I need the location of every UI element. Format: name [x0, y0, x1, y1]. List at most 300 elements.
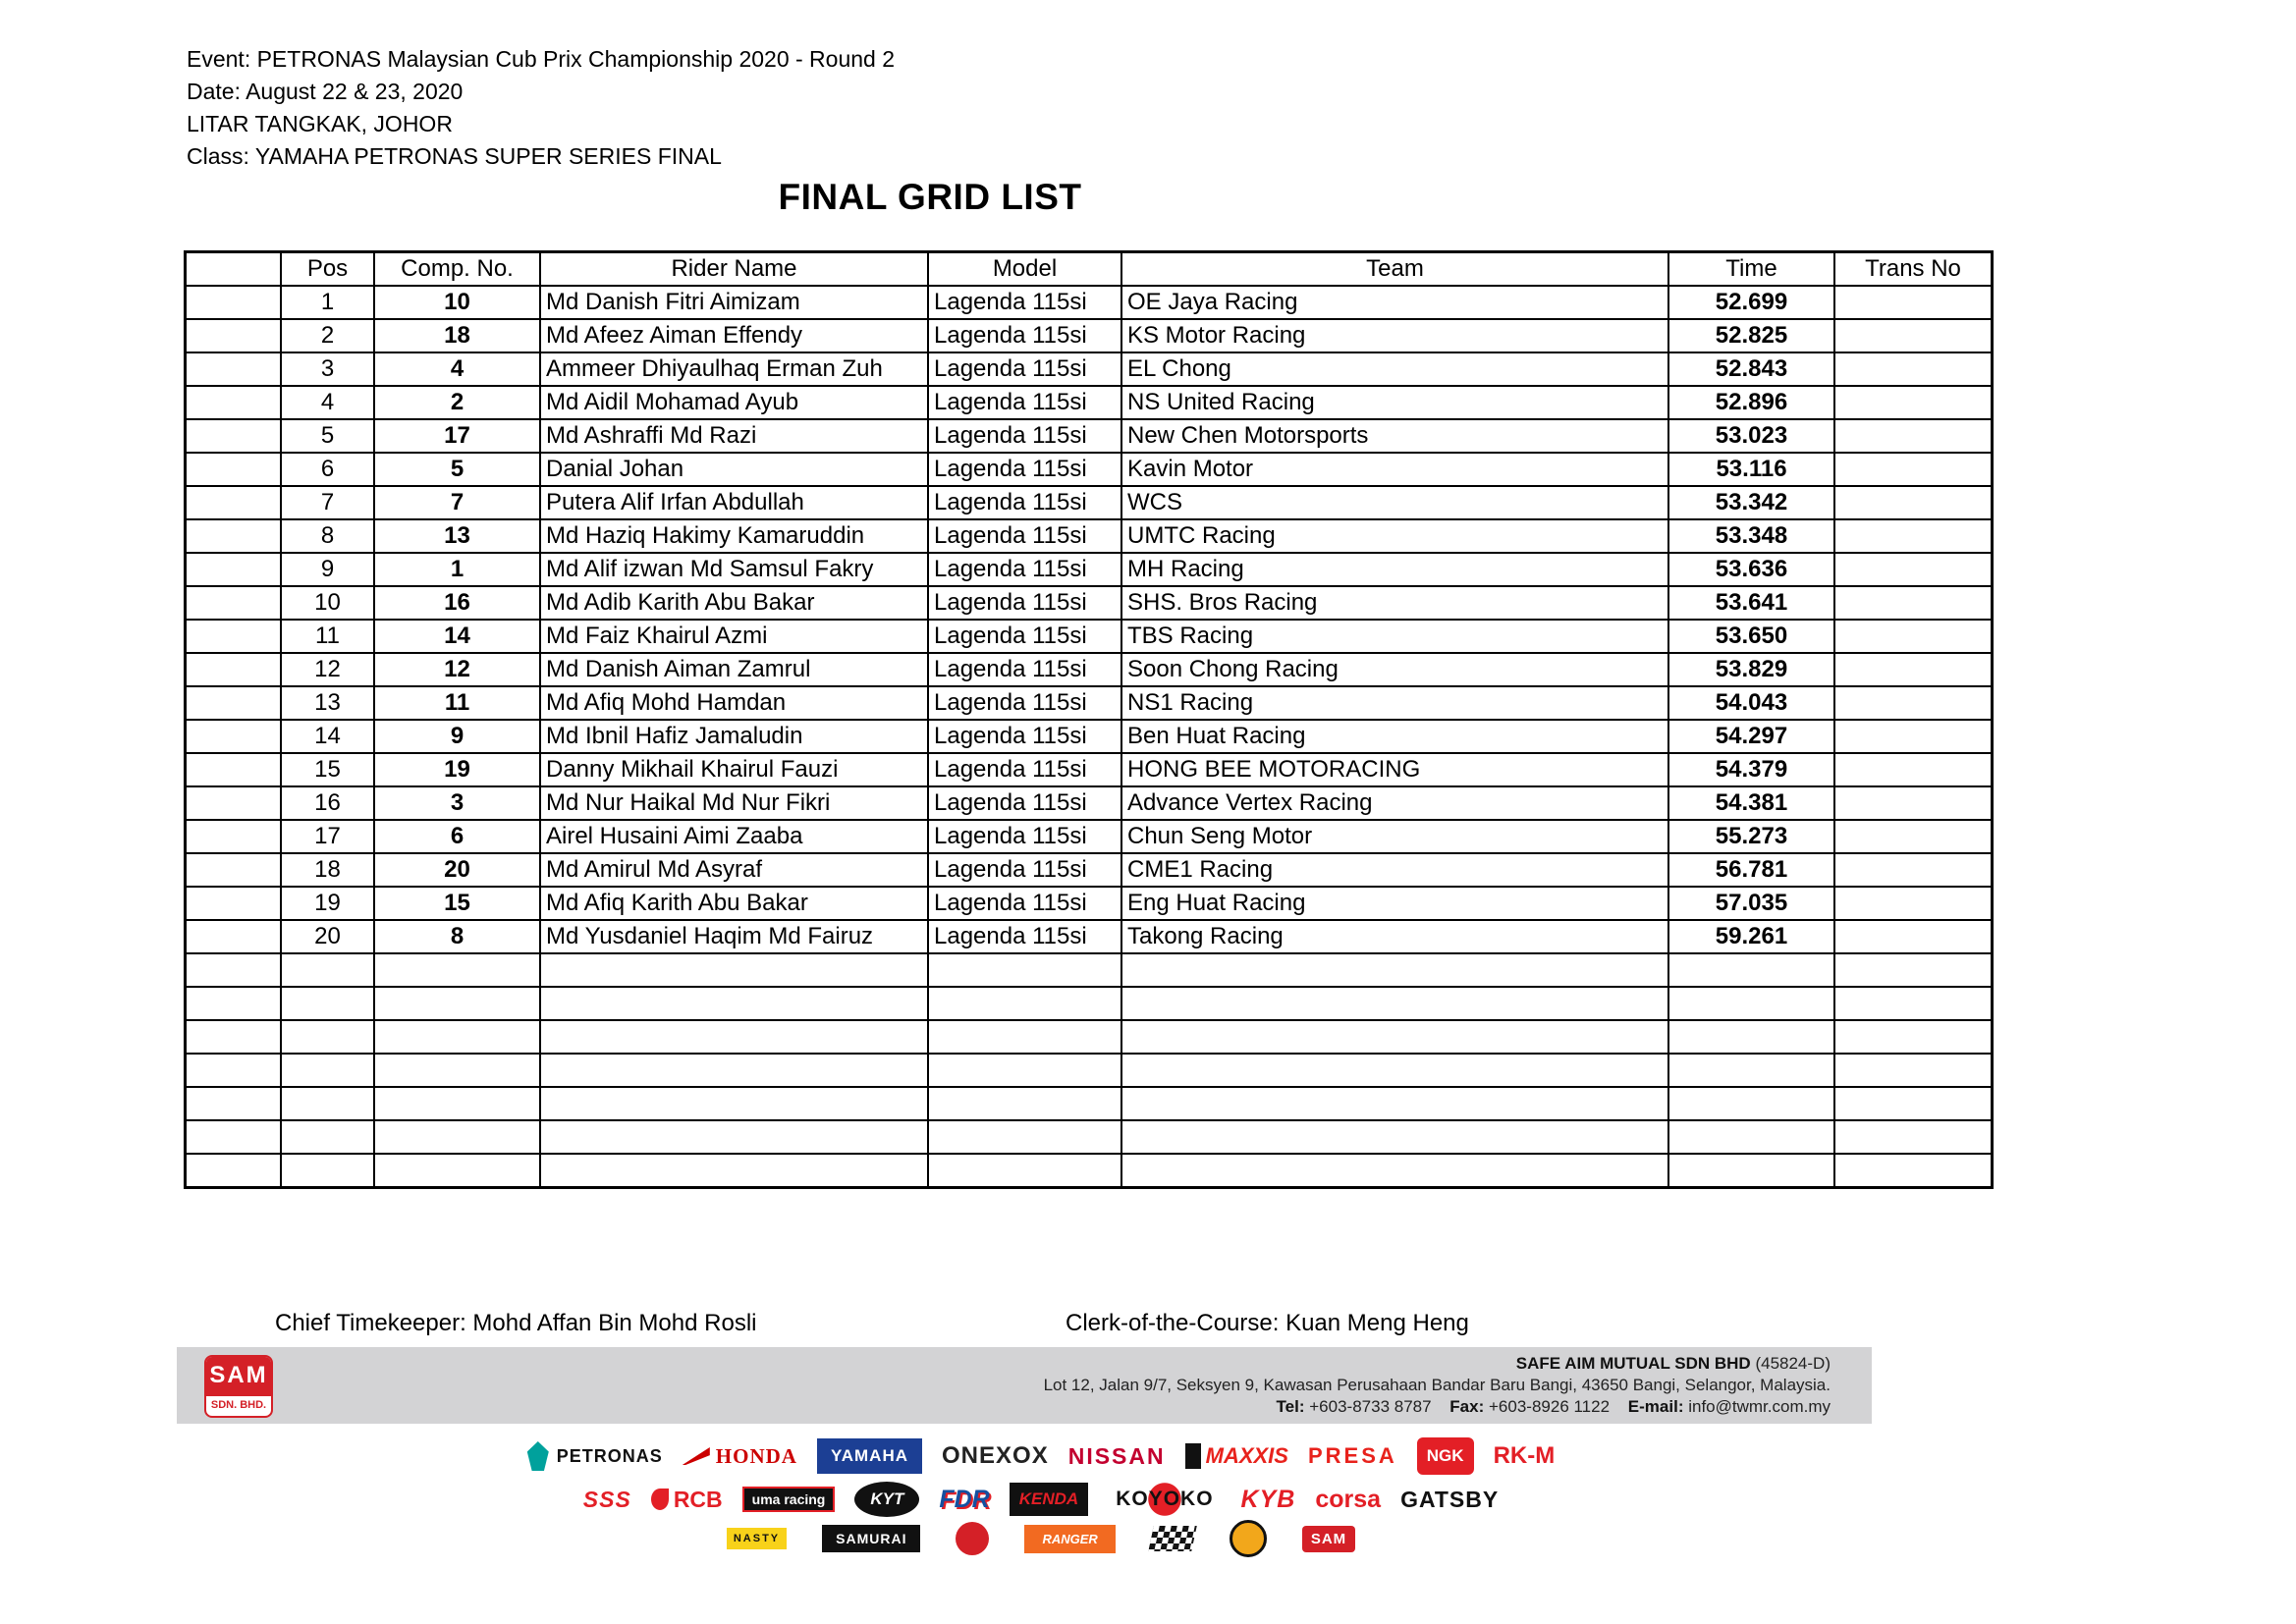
cell-team — [1121, 1154, 1668, 1188]
cell-comp_no — [374, 1154, 540, 1188]
cell-trans_no — [1834, 953, 1993, 987]
cell-trans_no — [1834, 720, 1993, 753]
cell-team — [1121, 1020, 1668, 1054]
cell-rider — [540, 1020, 928, 1054]
cell-model: Lagenda 115si — [928, 753, 1121, 786]
cell-model: Lagenda 115si — [928, 686, 1121, 720]
column-header: Model — [928, 252, 1121, 287]
cell-time — [1668, 987, 1834, 1020]
cell-model: Lagenda 115si — [928, 586, 1121, 620]
cell-model: Lagenda 115si — [928, 887, 1121, 920]
table-row — [186, 920, 1993, 953]
cell-comp_no: 10 — [374, 286, 540, 319]
cell-team: NS United Racing — [1121, 386, 1668, 419]
cell-comp_no: 4 — [374, 352, 540, 386]
cell-rider: Putera Alif Irfan Abdullah — [540, 486, 928, 519]
cell-blank — [186, 920, 282, 953]
table-row — [186, 319, 1993, 352]
table-row — [186, 887, 1993, 920]
cell-rider: Md Aidil Mohamad Ayub — [540, 386, 928, 419]
table-row — [186, 786, 1993, 820]
nissan-logo: NISSAN — [1067, 1442, 1166, 1469]
company-name: SAFE AIM MUTUAL SDN BHD — [1515, 1354, 1751, 1373]
cell-model: Lagenda 115si — [928, 319, 1121, 352]
cell-pos: 18 — [281, 853, 374, 887]
cell-team: Ben Huat Racing — [1121, 720, 1668, 753]
cell-blank — [186, 786, 282, 820]
honda-logo: HONDA — [683, 1444, 797, 1469]
cell-rider: Md Alif izwan Md Samsul Fakry — [540, 553, 928, 586]
cell-model — [928, 1020, 1121, 1054]
cell-trans_no — [1834, 620, 1993, 653]
cell-blank — [186, 653, 282, 686]
cell-trans_no — [1834, 453, 1993, 486]
table-row — [186, 853, 1993, 887]
cell-comp_no: 3 — [374, 786, 540, 820]
cell-trans_no — [1834, 1087, 1993, 1120]
cell-rider: Md Danish Aiman Zamrul — [540, 653, 928, 686]
column-header: Pos — [281, 252, 374, 287]
table-row — [186, 486, 1993, 519]
cell-comp_no: 20 — [374, 853, 540, 887]
cell-blank — [186, 686, 282, 720]
class-line: Class: YAMAHA PETRONAS SUPER SERIES FINAL — [187, 143, 722, 169]
cell-blank — [186, 720, 282, 753]
sss-logo: SSS — [582, 1486, 631, 1512]
fax-value: +603-8926 1122 — [1489, 1397, 1611, 1416]
email-label: E-mail: — [1627, 1397, 1684, 1416]
cell-trans_no — [1834, 586, 1993, 620]
cell-team — [1121, 1054, 1668, 1087]
cell-model: Lagenda 115si — [928, 786, 1121, 820]
cell-time: 53.650 — [1668, 620, 1834, 653]
cell-rider — [540, 1087, 928, 1120]
cell-team — [1121, 987, 1668, 1020]
petronas-logo: PETRONAS — [527, 1441, 663, 1471]
table-row — [186, 553, 1993, 586]
cell-trans_no — [1834, 486, 1993, 519]
cell-time: 53.641 — [1668, 586, 1834, 620]
table-row — [186, 720, 1993, 753]
round-badge-logo — [1230, 1520, 1267, 1557]
cell-blank — [186, 286, 282, 319]
cell-blank — [186, 1087, 282, 1120]
cell-comp_no: 11 — [374, 686, 540, 720]
cell-comp_no: 17 — [374, 419, 540, 453]
cell-pos: 14 — [281, 720, 374, 753]
cell-rider: Md Amirul Md Asyraf — [540, 853, 928, 887]
cell-time: 52.825 — [1668, 319, 1834, 352]
table-row — [186, 419, 1993, 453]
cell-rider — [540, 987, 928, 1020]
rkm-logo: RK-M — [1493, 1442, 1556, 1469]
cell-time: 53.342 — [1668, 486, 1834, 519]
cell-time: 54.379 — [1668, 753, 1834, 786]
cell-blank — [186, 853, 282, 887]
cell-comp_no: 12 — [374, 653, 540, 686]
cell-blank — [186, 820, 282, 853]
email-value: info@twmr.com.my — [1688, 1397, 1831, 1416]
sam-logo — [204, 1355, 273, 1418]
cell-blank — [186, 486, 282, 519]
cell-rider — [540, 953, 928, 987]
cell-comp_no: 2 — [374, 386, 540, 419]
cell-model: Lagenda 115si — [928, 419, 1121, 453]
cell-rider: Md Faiz Khairul Azmi — [540, 620, 928, 653]
cell-rider — [540, 1054, 928, 1087]
cell-rider: Md Nur Haikal Md Nur Fikri — [540, 786, 928, 820]
sam-small-logo: SAM — [1302, 1526, 1355, 1552]
table-row — [186, 352, 1993, 386]
cell-blank — [186, 519, 282, 553]
date-line: Date: August 22 & 23, 2020 — [187, 79, 464, 104]
table-row — [186, 620, 1993, 653]
kyb-logo: KYB — [1240, 1485, 1296, 1513]
table-row — [186, 453, 1993, 486]
cell-rider: Md Afiq Mohd Hamdan — [540, 686, 928, 720]
venue-line: LITAR TANGKAK, JOHOR — [187, 111, 453, 136]
cell-blank — [186, 1120, 282, 1154]
company-reg: (45824-D) — [1755, 1354, 1831, 1373]
cell-rider — [540, 1120, 928, 1154]
cell-trans_no — [1834, 853, 1993, 887]
chief-timekeeper: Chief Timekeeper: Mohd Affan Bin Mohd Rosli — [275, 1310, 757, 1336]
cell-time: 52.896 — [1668, 386, 1834, 419]
cell-time: 56.781 — [1668, 853, 1834, 887]
empty-row — [186, 1120, 1993, 1154]
cell-team: WCS — [1121, 486, 1668, 519]
cell-comp_no: 9 — [374, 720, 540, 753]
cell-rider: Ammeer Dhiyaulhaq Erman Zuh — [540, 352, 928, 386]
cell-team: TBS Racing — [1121, 620, 1668, 653]
cell-time: 53.829 — [1668, 653, 1834, 686]
cell-team — [1121, 953, 1668, 987]
cell-model: Lagenda 115si — [928, 386, 1121, 419]
cell-time — [1668, 953, 1834, 987]
table-row — [186, 653, 1993, 686]
cell-team: Chun Seng Motor — [1121, 820, 1668, 853]
cell-team: Eng Huat Racing — [1121, 887, 1668, 920]
column-header: Time — [1668, 252, 1834, 287]
cell-team: Soon Chong Racing — [1121, 653, 1668, 686]
cell-trans_no — [1834, 1020, 1993, 1054]
cell-pos — [281, 1020, 374, 1054]
cell-pos: 1 — [281, 286, 374, 319]
cell-model — [928, 953, 1121, 987]
cell-pos: 8 — [281, 519, 374, 553]
cell-trans_no — [1834, 352, 1993, 386]
cell-team: EL Chong — [1121, 352, 1668, 386]
cell-pos: 7 — [281, 486, 374, 519]
cell-team: OE Jaya Racing — [1121, 286, 1668, 319]
cell-trans_no — [1834, 686, 1993, 720]
cell-comp_no: 19 — [374, 753, 540, 786]
cell-pos: 5 — [281, 419, 374, 453]
cell-team — [1121, 1120, 1668, 1154]
cell-pos — [281, 1154, 374, 1188]
sam-logo-subtext: SDN. BHD. — [210, 1399, 267, 1411]
cell-model — [928, 1154, 1121, 1188]
cell-comp_no — [374, 953, 540, 987]
cell-rider: Md Danish Fitri Aimizam — [540, 286, 928, 319]
cell-blank — [186, 1020, 282, 1054]
cell-trans_no — [1834, 920, 1993, 953]
cell-pos: 10 — [281, 586, 374, 620]
column-header: Trans No — [1834, 252, 1993, 287]
ngk-logo: NGK — [1417, 1437, 1474, 1475]
cell-team: Kavin Motor — [1121, 453, 1668, 486]
cell-comp_no: 13 — [374, 519, 540, 553]
cell-rider — [540, 1154, 928, 1188]
ranger-logo: RANGER — [1024, 1525, 1115, 1553]
cell-blank — [186, 319, 282, 352]
cell-team: SHS. Bros Racing — [1121, 586, 1668, 620]
cell-team: KS Motor Racing — [1121, 319, 1668, 352]
empty-row — [186, 987, 1993, 1020]
cell-time — [1668, 1154, 1834, 1188]
cell-team: HONG BEE MOTORACING — [1121, 753, 1668, 786]
empty-row — [186, 1020, 1993, 1054]
cell-team: NS1 Racing — [1121, 686, 1668, 720]
cell-model — [928, 1087, 1121, 1120]
cell-model: Lagenda 115si — [928, 853, 1121, 887]
cell-pos: 2 — [281, 319, 374, 352]
cell-blank — [186, 753, 282, 786]
cell-trans_no — [1834, 553, 1993, 586]
cell-blank — [186, 1154, 282, 1188]
cell-blank — [186, 553, 282, 586]
cell-time: 57.035 — [1668, 887, 1834, 920]
cell-time: 59.261 — [1668, 920, 1834, 953]
sponsor-logos-row-3 — [550, 1522, 1532, 1555]
empty-row — [186, 1087, 1993, 1120]
cell-comp_no: 8 — [374, 920, 540, 953]
table-row — [186, 519, 1993, 553]
cell-time: 53.636 — [1668, 553, 1834, 586]
cell-rider: Airel Husaini Aimi Zaaba — [540, 820, 928, 853]
cell-blank — [186, 453, 282, 486]
cell-comp_no: 7 — [374, 486, 540, 519]
final-grid-table — [184, 250, 1994, 1189]
empty-row — [186, 953, 1993, 987]
kenda-logo: KENDA — [1010, 1483, 1088, 1516]
cell-trans_no — [1834, 319, 1993, 352]
cell-trans_no — [1834, 753, 1993, 786]
cell-model — [928, 1054, 1121, 1087]
company-name-line — [1044, 1353, 1831, 1375]
cell-comp_no: 18 — [374, 319, 540, 352]
cell-trans_no — [1834, 786, 1993, 820]
cell-model: Lagenda 115si — [928, 486, 1121, 519]
cell-trans_no — [1834, 987, 1993, 1020]
cell-time: 52.843 — [1668, 352, 1834, 386]
cell-blank — [186, 419, 282, 453]
cell-blank — [186, 586, 282, 620]
cell-blank — [186, 887, 282, 920]
cell-pos: 12 — [281, 653, 374, 686]
cell-trans_no — [1834, 1120, 1993, 1154]
cell-blank — [186, 386, 282, 419]
cell-comp_no — [374, 1054, 540, 1087]
onexox-logo: ONEXOX — [942, 1442, 1049, 1469]
cell-time — [1668, 1087, 1834, 1120]
column-header: Rider Name — [540, 252, 928, 287]
sponsor-logos-row-1 — [550, 1435, 1556, 1477]
table-row — [186, 386, 1993, 419]
table-row — [186, 820, 1993, 853]
cell-model — [928, 987, 1121, 1020]
cell-team: CME1 Racing — [1121, 853, 1668, 887]
table-row — [186, 286, 1993, 319]
maxxis-logo: MAXXIS — [1185, 1443, 1288, 1469]
presa-logo: PRESA — [1307, 1443, 1397, 1468]
cell-pos: 6 — [281, 453, 374, 486]
cell-trans_no — [1834, 1054, 1993, 1087]
cell-pos: 17 — [281, 820, 374, 853]
cell-team — [1121, 1087, 1668, 1120]
cell-comp_no: 14 — [374, 620, 540, 653]
cell-trans_no — [1834, 386, 1993, 419]
company-address: Lot 12, Jalan 9/7, Seksyen 9, Kawasan Perusahaan Bandar Baru Bangi, 43650 Bangi, Selangor, Malaysia. — [1043, 1376, 1831, 1394]
cell-comp_no: 16 — [374, 586, 540, 620]
cell-time: 53.023 — [1668, 419, 1834, 453]
cell-team: Takong Racing — [1121, 920, 1668, 953]
cell-blank — [186, 987, 282, 1020]
cell-rider: Md Ashraffi Md Razi — [540, 419, 928, 453]
cell-pos: 20 — [281, 920, 374, 953]
cell-pos: 9 — [281, 553, 374, 586]
cell-pos: 15 — [281, 753, 374, 786]
tel-label: Tel: — [1276, 1397, 1305, 1416]
cell-comp_no — [374, 987, 540, 1020]
cell-model: Lagenda 115si — [928, 286, 1121, 319]
cell-model: Lagenda 115si — [928, 553, 1121, 586]
cell-comp_no — [374, 1020, 540, 1054]
tel-value: +603-8733 8787 — [1309, 1397, 1432, 1416]
red-badge-logo — [956, 1522, 989, 1555]
cell-trans_no — [1834, 820, 1993, 853]
cell-time: 53.348 — [1668, 519, 1834, 553]
corsa-logo: corsa — [1315, 1485, 1382, 1513]
cell-time: 53.116 — [1668, 453, 1834, 486]
cell-trans_no — [1834, 419, 1993, 453]
cell-blank — [186, 1054, 282, 1087]
cell-trans_no — [1834, 519, 1993, 553]
event-line: Event: PETRONAS Malaysian Cub Prix Championship 2020 - Round 2 — [187, 46, 896, 72]
cell-model: Lagenda 115si — [928, 820, 1121, 853]
company-contact — [1044, 1396, 1831, 1418]
cell-pos — [281, 1120, 374, 1154]
company-info — [1044, 1353, 1831, 1418]
table-row — [186, 586, 1993, 620]
cell-blank — [186, 352, 282, 386]
cell-model: Lagenda 115si — [928, 352, 1121, 386]
cell-rider: Md Ibnil Hafiz Jamaludin — [540, 720, 928, 753]
cell-pos: 11 — [281, 620, 374, 653]
cell-comp_no: 1 — [374, 553, 540, 586]
cell-time — [1668, 1020, 1834, 1054]
sponsor-logos-row-2 — [550, 1479, 1532, 1520]
cell-rider: Danny Mikhail Khairul Fauzi — [540, 753, 928, 786]
cell-pos: 3 — [281, 352, 374, 386]
footer-bar — [177, 1347, 1872, 1424]
cell-pos — [281, 1054, 374, 1087]
cell-blank — [186, 953, 282, 987]
column-header — [186, 252, 282, 287]
koyoko-logo: KOYOKO — [1108, 1483, 1221, 1516]
cell-pos — [281, 987, 374, 1020]
cell-time: 54.043 — [1668, 686, 1834, 720]
column-header: Team — [1121, 252, 1668, 287]
table-row — [186, 753, 1993, 786]
cell-comp_no — [374, 1120, 540, 1154]
cell-trans_no — [1834, 653, 1993, 686]
cell-time: 54.381 — [1668, 786, 1834, 820]
cell-comp_no — [374, 1087, 540, 1120]
cell-time — [1668, 1054, 1834, 1087]
cell-rider: Md Yusdaniel Haqim Md Fairuz — [540, 920, 928, 953]
cell-comp_no: 6 — [374, 820, 540, 853]
cell-model: Lagenda 115si — [928, 720, 1121, 753]
cell-team: Advance Vertex Racing — [1121, 786, 1668, 820]
cell-comp_no: 15 — [374, 887, 540, 920]
cell-team: UMTC Racing — [1121, 519, 1668, 553]
cell-team: MH Racing — [1121, 553, 1668, 586]
table-row — [186, 686, 1993, 720]
cell-time: 54.297 — [1668, 720, 1834, 753]
sam-logo-text: SAM — [206, 1357, 271, 1396]
kyt-logo: KYT — [854, 1482, 919, 1517]
cell-rider: Md Afeez Aiman Effendy — [540, 319, 928, 352]
cell-model: Lagenda 115si — [928, 620, 1121, 653]
cell-model — [928, 1120, 1121, 1154]
cell-pos — [281, 1087, 374, 1120]
fdr-logo: FDR — [939, 1485, 990, 1513]
cell-model: Lagenda 115si — [928, 519, 1121, 553]
cell-blank — [186, 620, 282, 653]
cell-rider: Md Haziq Hakimy Kamaruddin — [540, 519, 928, 553]
cell-trans_no — [1834, 1154, 1993, 1188]
page-title: FINAL GRID LIST — [778, 177, 1082, 217]
header-row — [186, 252, 1993, 287]
cell-rider: Md Adib Karith Abu Bakar — [540, 586, 928, 620]
cell-model: Lagenda 115si — [928, 453, 1121, 486]
cell-time: 52.699 — [1668, 286, 1834, 319]
document-header — [187, 43, 895, 173]
cell-pos — [281, 953, 374, 987]
grid-table-body — [186, 286, 1993, 1188]
uma-racing-logo: uma racing — [742, 1487, 836, 1512]
cell-pos: 16 — [281, 786, 374, 820]
cell-trans_no — [1834, 286, 1993, 319]
empty-row — [186, 1154, 1993, 1188]
clerk-of-course: Clerk-of-the-Course: Kuan Meng Heng — [1066, 1310, 1469, 1336]
cell-time — [1668, 1120, 1834, 1154]
race-flags-logo — [1148, 1526, 1197, 1551]
cell-rider: Md Afiq Karith Abu Bakar — [540, 887, 928, 920]
cell-time: 55.273 — [1668, 820, 1834, 853]
cell-pos: 4 — [281, 386, 374, 419]
cell-trans_no — [1834, 887, 1993, 920]
cell-pos: 13 — [281, 686, 374, 720]
nasty-logo: NASTY — [727, 1528, 787, 1549]
fax-label: Fax: — [1449, 1397, 1485, 1416]
cell-rider: Danial Johan — [540, 453, 928, 486]
cell-team: New Chen Motorsports — [1121, 419, 1668, 453]
grid-table-header — [186, 252, 1993, 287]
column-header: Comp. No. — [374, 252, 540, 287]
samurai-logo: SAMURAI — [822, 1525, 920, 1552]
